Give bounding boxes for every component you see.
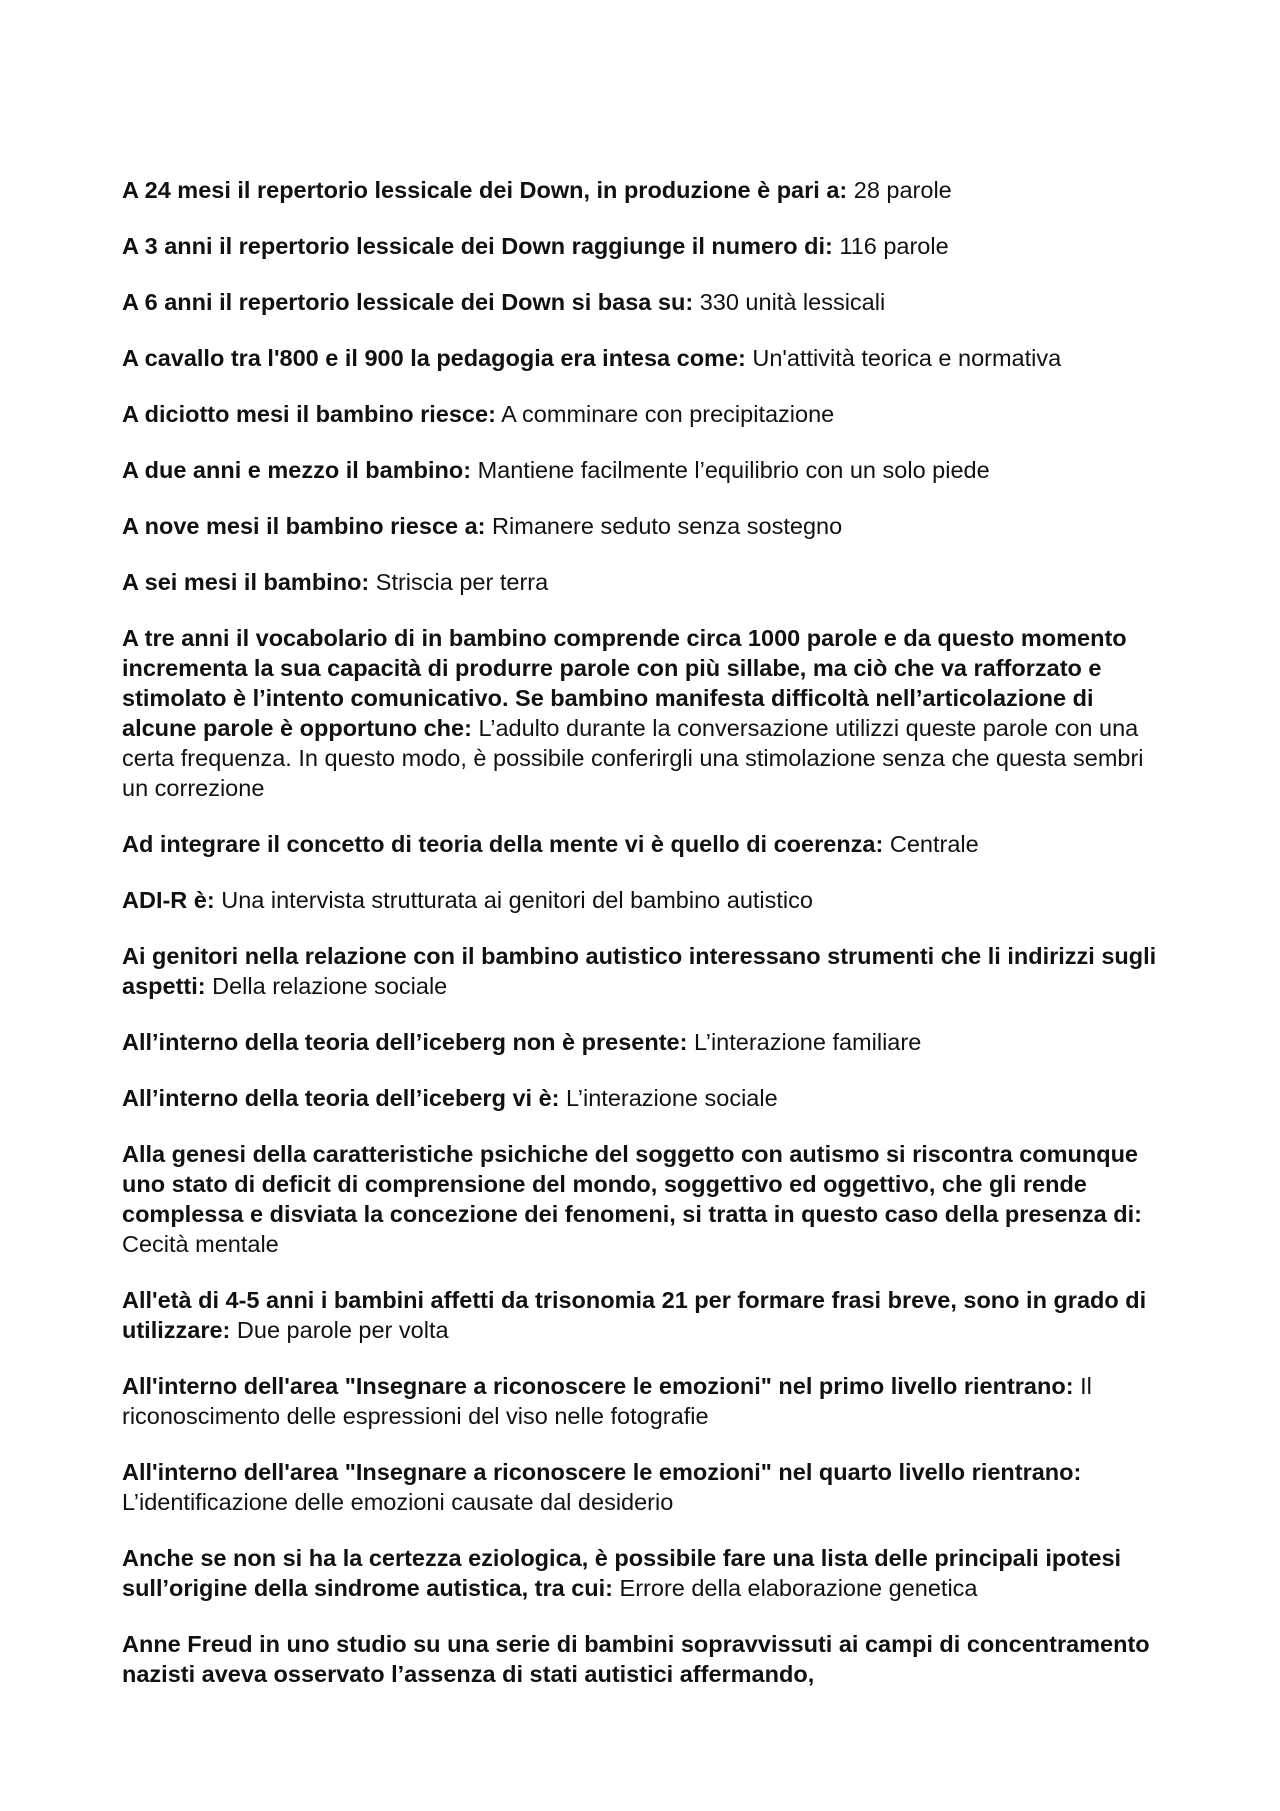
qa-item [122, 941, 1172, 1001]
question-text: Anne Freud in uno studio su una serie di bambini sopravvissuti ai campi di concentramento nazisti aveva osservato l’assenza di stati autistici affermando, [122, 1631, 1150, 1687]
qa-item [122, 399, 1172, 429]
answer-text: 330 unità lessicali [699, 289, 886, 315]
question-text: A cavallo tra l'800 e il 900 la pedagogia era intesa come: [122, 345, 746, 371]
question-text: Anche se non si ha la certezza eziologica, è possibile fare una lista delle principali ipotesi sull’origine della sindrome autistica, tra cui: [122, 1545, 1122, 1601]
qa-item [122, 1083, 1172, 1113]
answer-text: L’interazione sociale [566, 1085, 778, 1111]
qa-item [122, 1027, 1172, 1057]
qa-item [122, 287, 1172, 317]
question-text: All'interno dell'area "Insegnare a riconoscere le emozioni" nel primo livello rientrano: [122, 1373, 1074, 1399]
document-body [122, 175, 1172, 1715]
answer-text: L’identificazione delle emozioni causate dal desiderio [122, 1489, 674, 1515]
qa-item [122, 1543, 1172, 1603]
answer-text: L’interazione familiare [693, 1029, 922, 1055]
qa-item [122, 1371, 1172, 1431]
qa-item [122, 343, 1172, 373]
question-text: A 6 anni il repertorio lessicale dei Down si basa su: [122, 289, 694, 315]
qa-item [122, 231, 1172, 261]
answer-text: Centrale [889, 831, 979, 857]
answer-text: L’adulto durante la conversazione utilizzi queste parole con una certa frequenza. In questo modo, è possibile conferirgli una stimolazione senza che questa sembri un correzione [122, 715, 1144, 801]
question-text: A 24 mesi il repertorio lessicale dei Down, in produzione è pari a: [122, 177, 848, 203]
answer-text: Due parole per volta [236, 1317, 449, 1343]
qa-item [122, 1457, 1172, 1517]
qa-item [122, 567, 1172, 597]
qa-item [122, 885, 1172, 915]
answer-text: Striscia per terra [375, 569, 549, 595]
qa-item [122, 455, 1172, 485]
answer-text: Errore della elaborazione genetica [619, 1575, 978, 1601]
answer-text: Mantiene facilmente l’equilibrio con un solo piede [477, 457, 990, 483]
qa-item [122, 829, 1172, 859]
qa-item [122, 1139, 1172, 1259]
qa-item [122, 1629, 1172, 1689]
question-text: A diciotto mesi il bambino riesce: [122, 401, 496, 427]
question-text: Alla genesi della caratteristiche psichiche del soggetto con autismo si riscontra comunque uno stato di deficit di comprensione del mondo, soggettivo ed oggettivo, che gli rende complessa e disviata la concezione dei fenomeni, si tratta in questo caso della presenza di: [122, 1141, 1142, 1227]
answer-text: Della relazione sociale [212, 973, 448, 999]
answer-text: 28 parole [853, 177, 952, 203]
question-text: All'età di 4-5 anni i bambini affetti da trisonomia 21 per formare frasi breve, sono in grado di utilizzare: [122, 1287, 1147, 1343]
question-text: Ai genitori nella relazione con il bambino autistico interessano strumenti che li indirizzi sugli aspetti: [122, 943, 1157, 999]
question-text: ADI-R è: [122, 887, 215, 913]
question-text: All’interno della teoria dell’iceberg vi è: [122, 1085, 560, 1111]
question-text: Ad integrare il concetto di teoria della mente vi è quello di coerenza: [122, 831, 884, 857]
question-text: A tre anni il vocabolario di in bambino comprende circa 1000 parole e da questo momento incrementa la sua capacità di produrre parole con più sillabe, ma ciò che va rafforzato e stimolato è l’intento comunicativo. Se bambino manifesta difficoltà nell’articolazione di alcune parole è opportuno che: [122, 625, 1127, 741]
answer-text: Un'attività teorica e normativa [752, 345, 1062, 371]
answer-text: Rimanere seduto senza sostegno [492, 513, 843, 539]
qa-item [122, 623, 1172, 803]
answer-text: Il riconoscimento delle espressioni del viso nelle fotografie [122, 1373, 1092, 1429]
qa-item [122, 1285, 1172, 1345]
question-text: All'interno dell'area "Insegnare a riconoscere le emozioni" nel quarto livello rientrano: [122, 1459, 1082, 1485]
question-text: A due anni e mezzo il bambino: [122, 457, 472, 483]
answer-text: Cecità mentale [122, 1231, 279, 1257]
question-text: A 3 anni il repertorio lessicale dei Down raggiunge il numero di: [122, 233, 833, 259]
answer-text: 116 parole [839, 233, 949, 259]
answer-text: Una intervista strutturata ai genitori del bambino autistico [221, 887, 813, 913]
qa-item [122, 511, 1172, 541]
question-text: A nove mesi il bambino riesce a: [122, 513, 486, 539]
answer-text: A comminare con precipitazione [501, 401, 835, 427]
question-text: A sei mesi il bambino: [122, 569, 370, 595]
qa-item [122, 175, 1172, 205]
question-text: All’interno della teoria dell’iceberg non è presente: [122, 1029, 688, 1055]
